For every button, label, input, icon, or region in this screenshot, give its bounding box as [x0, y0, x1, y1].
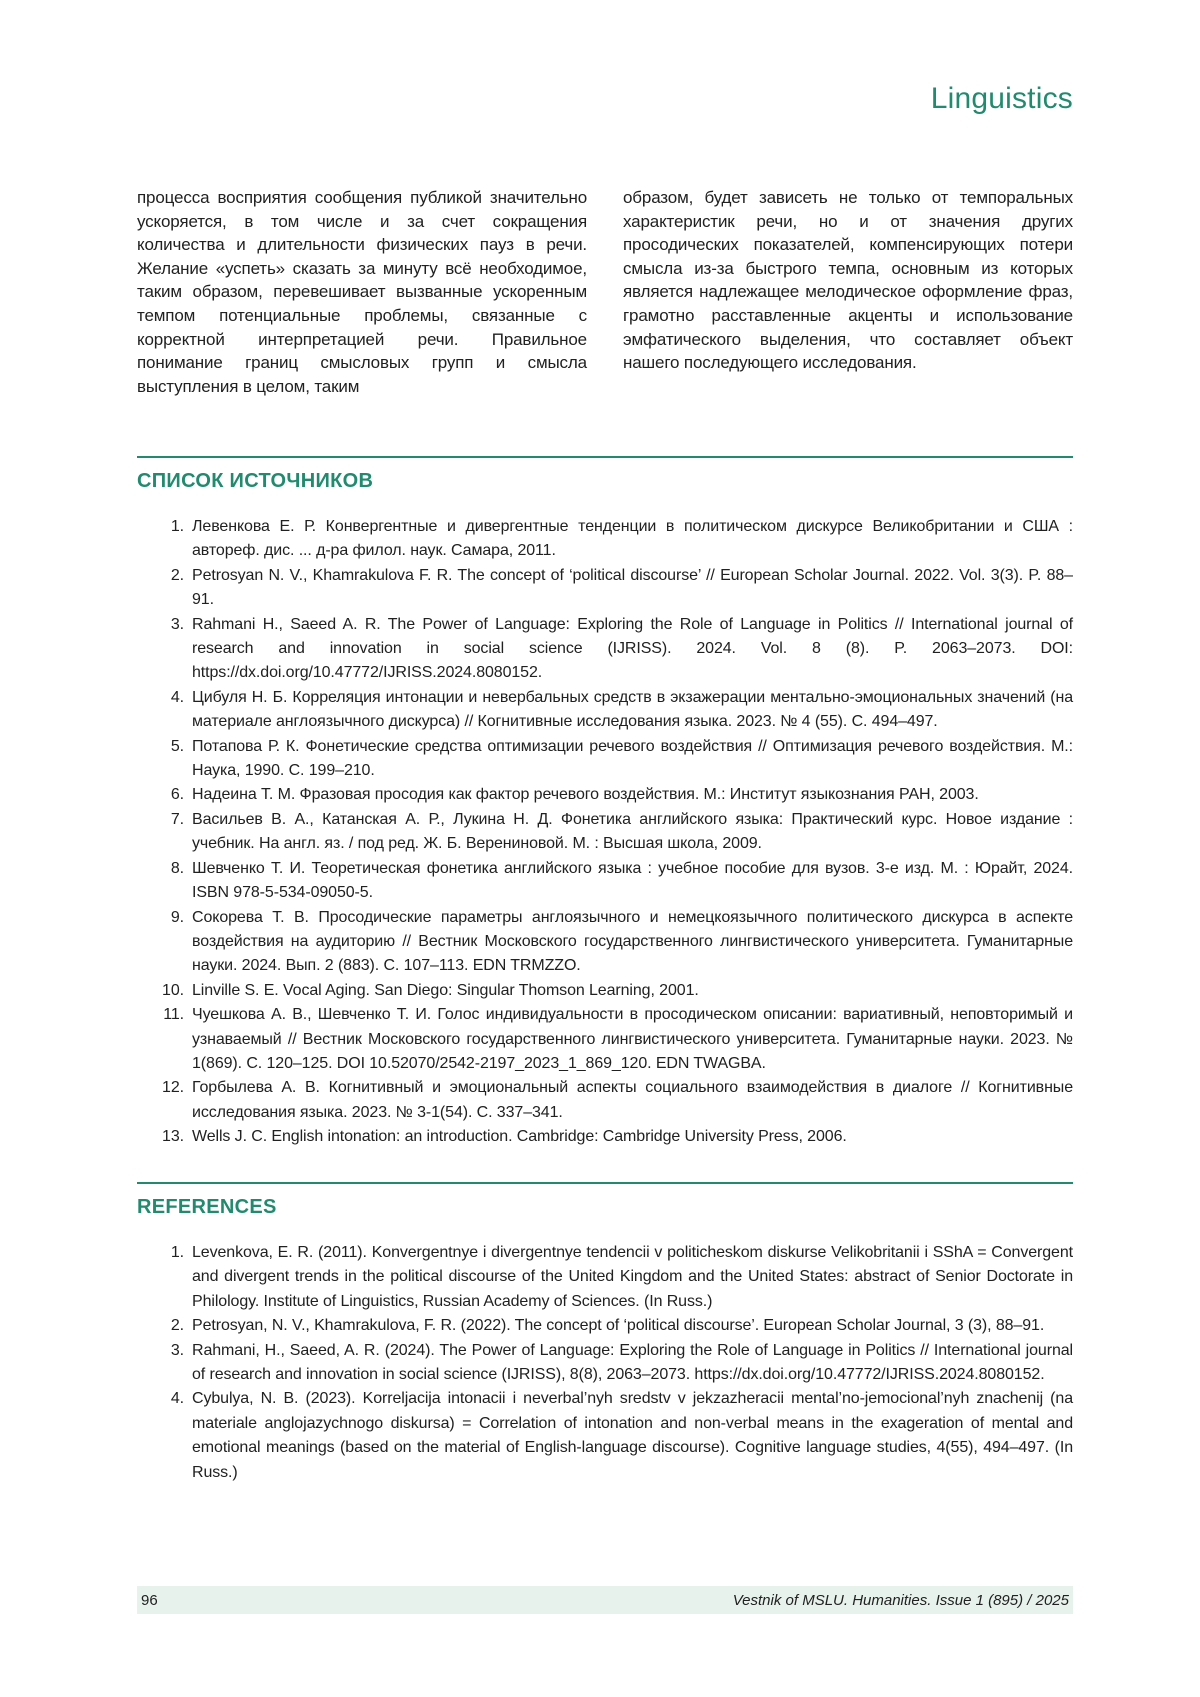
- source-item: [137, 906, 1073, 979]
- intro-paragraphs: [137, 186, 1073, 398]
- sources-section: [137, 456, 1073, 1150]
- source-text: Сокорева Т. В. Просодические параметры англоязычного и немецкоязычного политического дискурса в аспекте воздействия на аудиторию // Вестник Московского государственного лингвистического университета. Гуманитарные науки. 2024. Вып. 2 (883). С. 107–113. EDN TRMZZO.: [192, 908, 1073, 975]
- source-number: 13.: [162, 1128, 184, 1146]
- source-item: [137, 1125, 1073, 1149]
- source-number: 11.: [163, 1006, 184, 1024]
- source-item: [137, 1003, 1073, 1076]
- references-heading: REFERENCES: [137, 1196, 277, 1218]
- reference-item: [137, 1314, 1073, 1338]
- source-item: [137, 783, 1073, 807]
- reference-text: Petrosyan, N. V., Khamrakulova, F. R. (2022). The concept of ‘political discourse’. European Scholar Journal, 3 (3), 88–91.: [192, 1317, 1045, 1335]
- source-number: 1.: [170, 518, 184, 535]
- source-text: Шевченко Т. И. Теоретическая фонетика английского языка : учебное пособие для вузов. 3-е изд. М. : Юрайт, 2024. ISBN 978-5-534-09050-5.: [192, 859, 1073, 902]
- source-text: Цибуля Н. Б. Корреляция интонации и невербальных средств в экзажерации ментально-эмоциональных значений (на материале англоязычного дискурса) // Когнитивные исследования языка. 2023. № 4 (55). С. 494–497.: [192, 688, 1073, 731]
- section-divider: [137, 1182, 1073, 1184]
- source-text: Левенкова Е. Р. Конвергентные и дивергентные тенденции в политическом дискурсе Великобритании и США : автореф. дис. ... д-ра филол. наук. Самара, 2011.: [192, 518, 1073, 560]
- source-item: [137, 564, 1073, 613]
- source-text: Потапова Р. К. Фонетические средства оптимизации речевого воздействия // Оптимизация речевого воздействия. М.: Наука, 1990. С. 199–210.: [192, 737, 1073, 780]
- reference-item: [137, 1339, 1073, 1388]
- source-number: 6.: [170, 786, 184, 804]
- source-number: 7.: [170, 810, 184, 828]
- source-item: [137, 613, 1073, 686]
- source-item: [137, 808, 1073, 857]
- reference-number: 2.: [170, 1317, 184, 1335]
- source-number: 9.: [170, 908, 184, 926]
- intro-right-column: образом, будет зависеть не только от темпоральных характеристик речи, но и от значения других просодических показателей, компенсирующих потери смысла из-за быстрого темпа, основным из которых является надлежащее мелодическое оформление фраз, грамотно расставленные акценты и использование эмфатического выделения, что составляет объект нашего последующего исследования.: [623, 188, 1073, 373]
- reference-text: Levenkova, E. R. (2011). Konvergentnye i divergentnye tendencii v politicheskom diskurse Velikobritanii i SShA = Convergent and divergent trends in the political discourse of the United Kingdom and the United States: abstract of Senior Doctorate in Philology. Institute of Linguistics, Russian Academy of Sciences. (In Russ.): [192, 1244, 1073, 1310]
- source-text: Wells J. C. English intonation: an introduction. Cambridge: Cambridge University Press, 2006.: [192, 1128, 847, 1146]
- source-text: Горбылева А. В. Когнитивный и эмоциональный аспекты социального взаимодействия в диалоге // Когнитивные исследования языка. 2023. № 3-1(54). С. 337–341.: [192, 1079, 1073, 1121]
- source-text: Linville S. E. Vocal Aging. San Diego: Singular Thomson Learning, 2001.: [192, 981, 699, 999]
- journal-footer-title: Vestnik of MSLU. Humanities. Issue 1 (895) / 2025: [732, 1591, 1069, 1609]
- reference-item: [137, 1387, 1073, 1485]
- source-item: [137, 857, 1073, 906]
- source-number: 2.: [170, 566, 184, 584]
- source-number: 4.: [170, 688, 184, 706]
- reference-text: Cybulya, N. B. (2023). Korreljacija intonacii i neverbal’nyh sredstv v jekzazheracii mental’no-jemocional’nyh znachenij (na materiale anglojazychnogo diskursa) = Correlation of intonation and non-verbal means in the exageration of mental and emotional meanings (based on the material of English-language discourse). Cognitive language studies, 4(55), 494–497. (In Russ.): [192, 1390, 1073, 1481]
- intro-left-column: процесса восприятия сообщения публикой значительно ускоряется, в том числе и за счет сокращения количества и длительности физических пауз в речи. Желание «успеть» сказать за минуту всё необходимое, таким образом, перевешивает вызванные ускоренным темпом потенциальные проблемы, связанные с корректной интерпретацией речи. Правильное понимание границ смысловых групп и смысла выступления в целом, таким: [137, 188, 587, 396]
- source-number: 3.: [170, 615, 184, 633]
- source-number: 10.: [162, 981, 184, 999]
- source-number: 12.: [162, 1079, 184, 1097]
- reference-number: 3.: [170, 1341, 184, 1359]
- source-text: Rahmani H., Saeed A. R. The Power of Language: Exploring the Role of Language in Politics // International journal of research and innovation in social science (IJRISS). 2024. Vol. 8 (8). P. 2063–2073. DOI: https://dx.doi.org/10.47772/IJRISS.2024.8080152.: [192, 615, 1073, 682]
- reference-number: 4.: [170, 1390, 184, 1408]
- source-number: 8.: [170, 859, 184, 877]
- journal-section-label: Linguistics: [930, 82, 1073, 115]
- reference-number: 1.: [170, 1244, 184, 1261]
- source-item: [137, 735, 1073, 784]
- page-footer: [137, 1586, 1073, 1614]
- source-text: Чуешкова А. В., Шевченко Т. И. Голос индивидуальности в просодическом описании: вариативный, неповторимый и узнаваемый // Вестник Московского государственного лингвистического университета. Гуманитарные науки. 2023. № 1(869). С. 120–125. DOI 10.52070/2542-2197_2023_1_869_120. EDN TWAGBA.: [192, 1006, 1073, 1072]
- source-number: 5.: [170, 737, 184, 755]
- references-section: [137, 1182, 1073, 1485]
- section-divider: [137, 456, 1073, 458]
- source-item: [137, 1076, 1073, 1125]
- sources-heading: СПИСОК ИСТОЧНИКОВ: [137, 470, 374, 492]
- source-item: [137, 979, 1073, 1003]
- source-item: [137, 686, 1073, 735]
- source-text: Надеина Т. М. Фразовая просодия как фактор речевого воздействия. М.: Институт языкознания РАН, 2003.: [192, 786, 979, 804]
- reference-text: Rahmani, H., Saeed, A. R. (2024). The Power of Language: Exploring the Role of Language in Politics // International journal of research and innovation in social science (IJRISS), 8(8), 2063–2073. https://dx.doi.org/10.47772/IJRISS.2024.8080152.: [192, 1341, 1073, 1384]
- source-text: Petrosyan N. V., Khamrakulova F. R. The concept of ‘political discourse’ // European Scholar Journal. 2022. Vol. 3(3). P. 88–91.: [192, 566, 1073, 609]
- source-item: [137, 515, 1073, 564]
- reference-item: [137, 1241, 1073, 1314]
- page-number: 96: [141, 1591, 158, 1609]
- source-text: Васильев В. А., Катанская А. Р., Лукина Н. Д. Фонетика английского языка: Практический курс. Новое издание : учебник. На англ. яз. / под ред. Ж. Б. Верениновой. М. : Высшая школа, 2009.: [192, 810, 1073, 853]
